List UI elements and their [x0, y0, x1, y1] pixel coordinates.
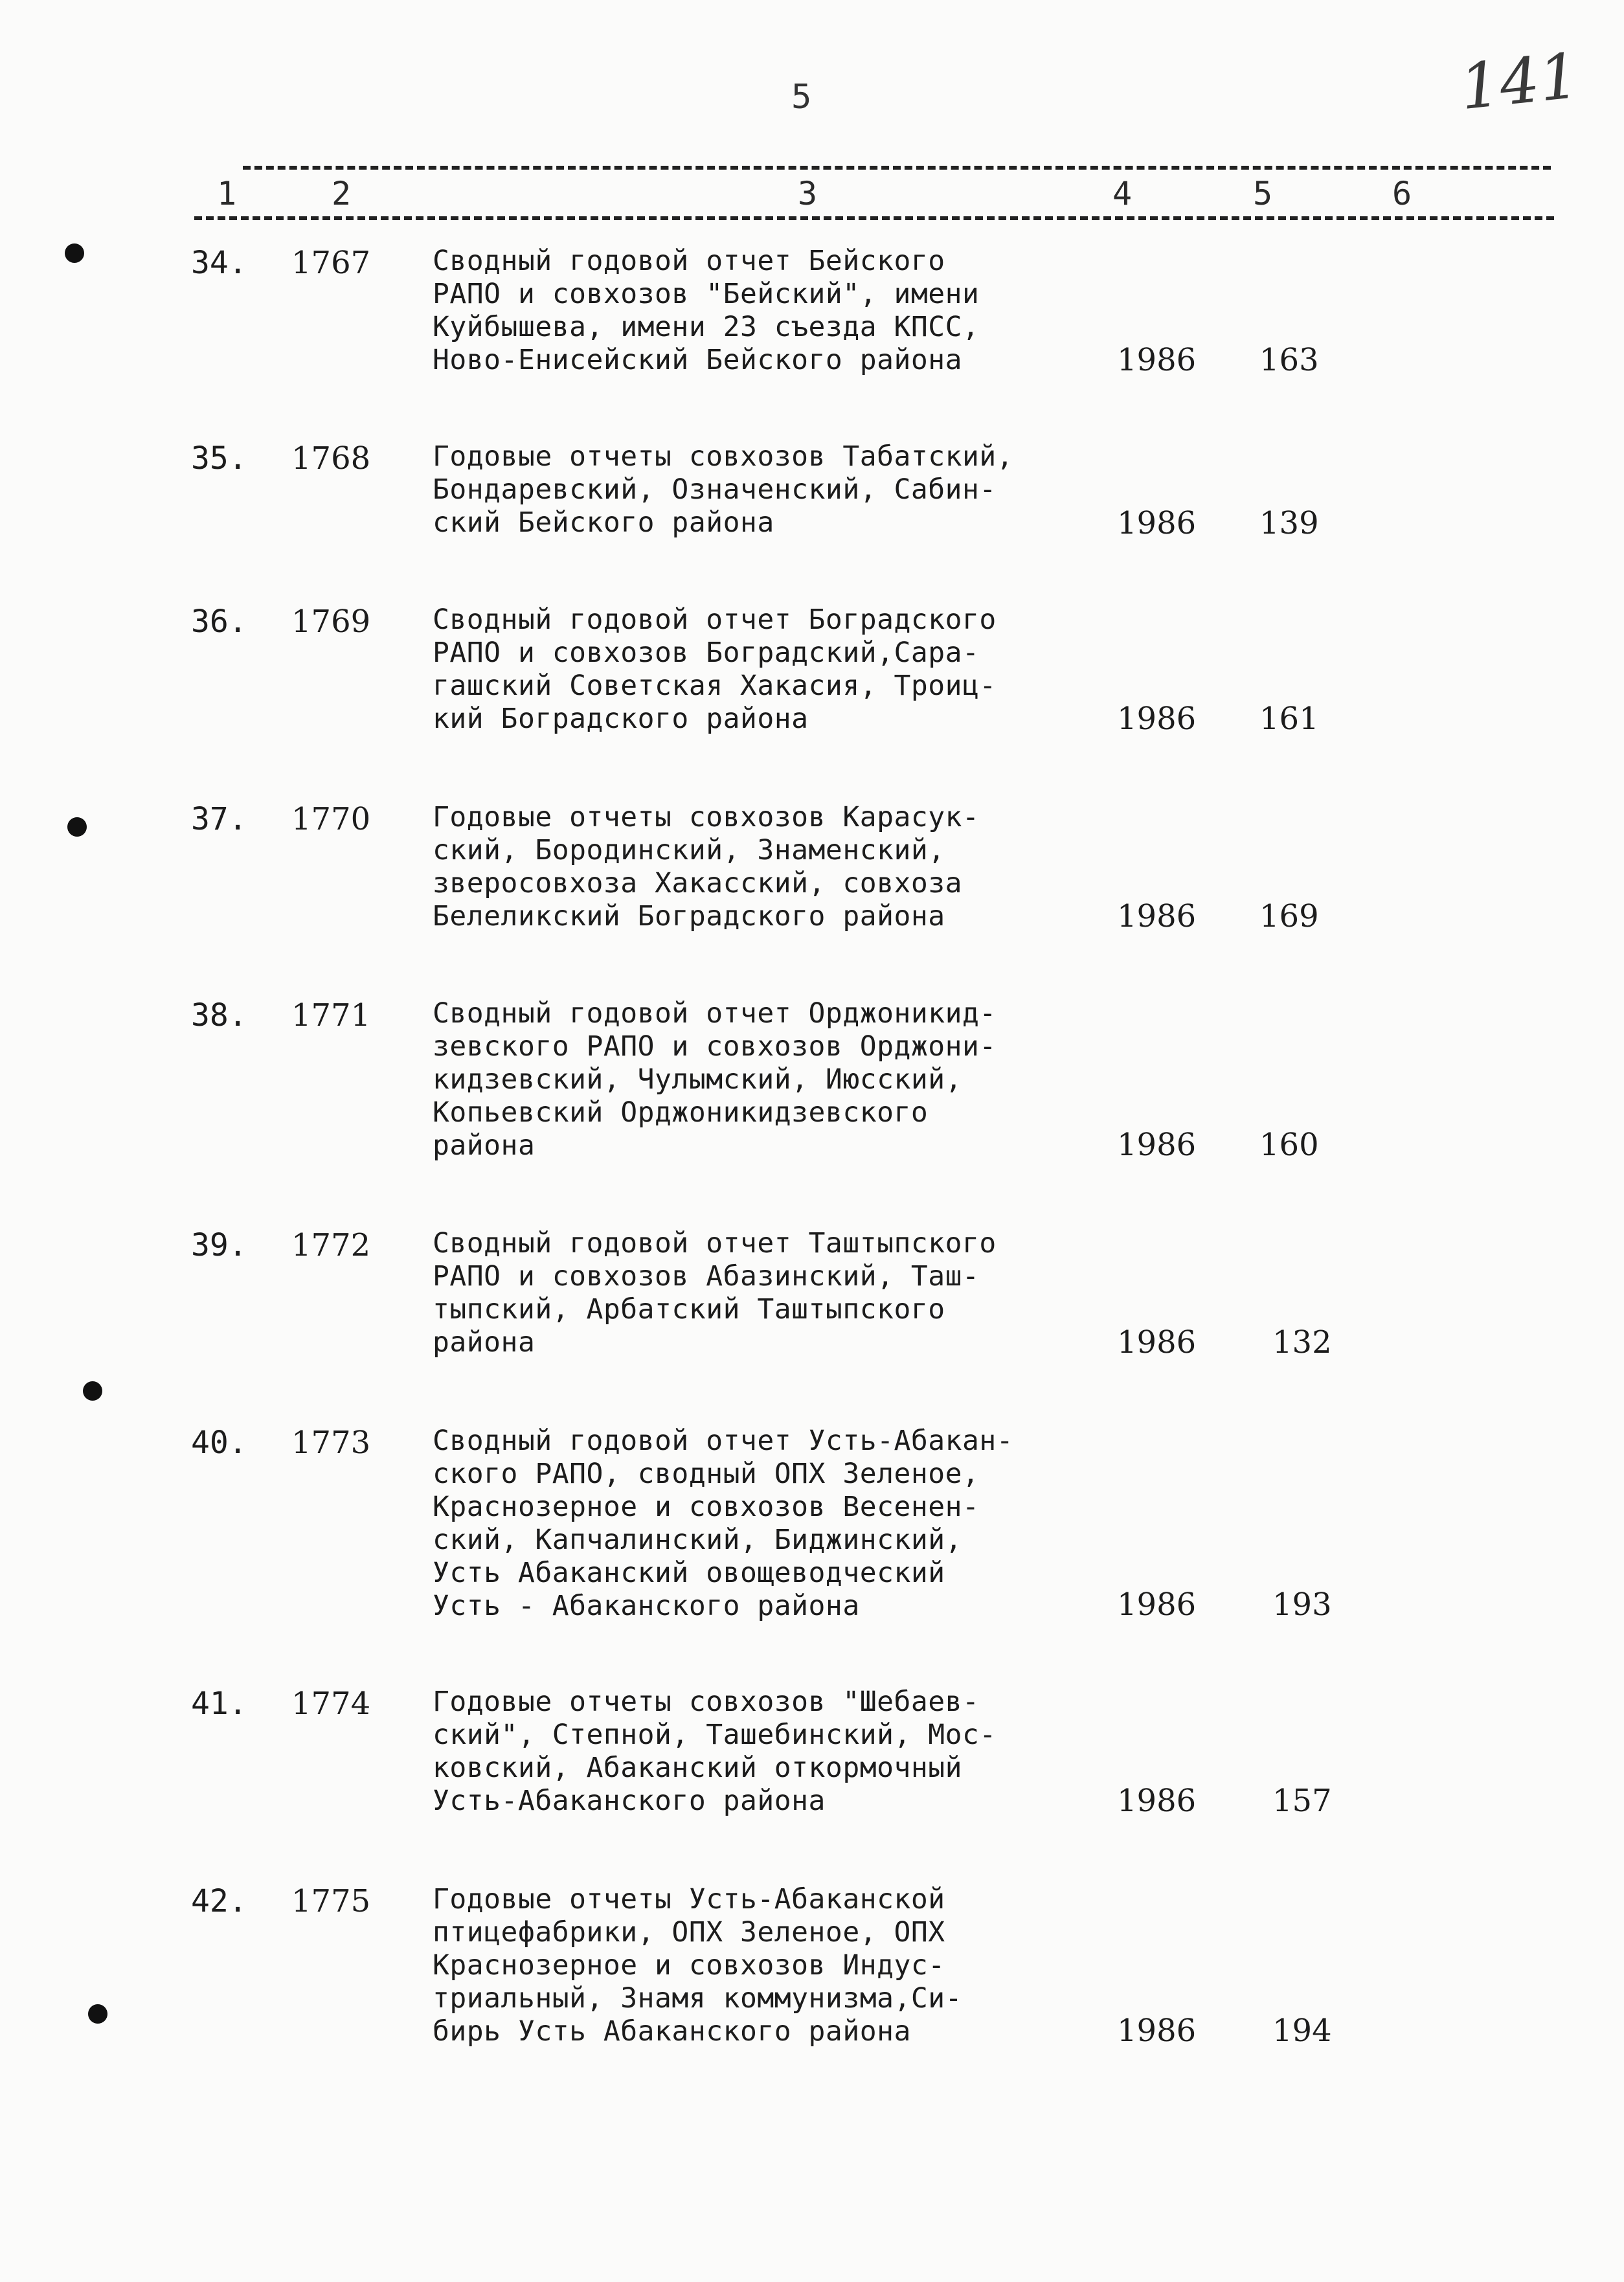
column-header-1: 1	[217, 175, 237, 212]
entry-title: Сводный годовой отчет Усть-Абакан- ского РАПО, сводный ОПХ Зеленое, Краснозерное и совхозов Весенен- ский, Капчалинский, Биджинский, Усть Абаканский овощеводческий Усть - Абаканского района	[433, 1425, 1014, 1622]
entry-sheet-count: 169	[1259, 898, 1319, 934]
entry-number: 40.	[191, 1425, 247, 1461]
column-header-5: 5	[1253, 175, 1273, 212]
entry-title: Годовые отчеты Усть-Абаканской птицефабрики, ОПХ Зеленое, ОПХ Краснозерное и совхозов Индус- триальный, Знамя коммунизма,Си- бирь Усть Абаканского района	[433, 1883, 963, 2048]
column-header-6: 6	[1392, 175, 1412, 212]
entry-title: Годовые отчеты совхозов Табатский, Бондаревский, Означенский, Сабин- ский Бейского района	[433, 440, 1014, 539]
entry-fund-number: 1768	[291, 440, 371, 477]
entry-year: 1986	[1117, 1127, 1197, 1163]
entry-sheet-count: 132	[1272, 1324, 1332, 1361]
entry-sheet-count: 161	[1259, 701, 1319, 737]
entry-sheet-count: 193	[1272, 1587, 1332, 1623]
entry-fund-number: 1775	[291, 1883, 371, 1919]
entry-number: 39.	[191, 1227, 247, 1263]
binder-hole	[88, 2004, 107, 2024]
entry-number: 37.	[191, 801, 247, 837]
entry-year: 1986	[1117, 1783, 1197, 1819]
column-header-4: 4	[1112, 175, 1133, 212]
entry-fund-number: 1769	[291, 604, 371, 640]
handwritten-sheet-number: 141	[1456, 39, 1583, 124]
column-header-2: 2	[332, 175, 352, 212]
binder-hole	[67, 817, 87, 837]
entry-year: 1986	[1117, 2013, 1197, 2049]
entry-number: 34.	[191, 245, 247, 281]
entry-fund-number: 1774	[291, 1686, 371, 1722]
entry-fund-number: 1771	[291, 997, 371, 1034]
entry-title: Годовые отчеты совхозов "Шебаев- ский", Степной, Ташебинский, Мос- ковский, Абаканский откормочный Усть-Абаканского района	[433, 1686, 997, 1817]
entry-title: Сводный годовой отчет Орджоникид- зевского РАПО и совхозов Орджони- кидзевский, Чулымский, Июсский, Копьевский Орджоникидзевского района	[433, 997, 997, 1162]
entry-fund-number: 1772	[291, 1227, 371, 1263]
entry-title: Сводный годовой отчет Боградского РАПО и совхозов Боградский,Сара- гашский Советская Хакасия, Троиц- кий Боградского района	[433, 604, 997, 735]
entry-number: 36.	[191, 604, 247, 640]
entry-year: 1986	[1117, 1587, 1197, 1623]
header-top-rule	[243, 166, 1551, 170]
entry-number: 42.	[191, 1883, 247, 1919]
binder-hole	[65, 243, 84, 263]
entry-sheet-count: 157	[1272, 1783, 1332, 1819]
binder-hole	[83, 1381, 102, 1401]
column-header-3: 3	[798, 175, 818, 212]
entry-number: 35.	[191, 440, 247, 477]
page-number: 5	[791, 78, 812, 117]
entry-year: 1986	[1117, 701, 1197, 737]
entry-title: Годовые отчеты совхозов Карасук- ский, Бородинский, Знаменский, зверосовхоза Хакасский, совхоза Белеликский Боградского района	[433, 801, 980, 932]
entry-fund-number: 1767	[291, 245, 371, 281]
entry-year: 1986	[1117, 342, 1197, 378]
entry-year: 1986	[1117, 898, 1197, 934]
entry-fund-number: 1770	[291, 801, 371, 837]
entry-sheet-count: 160	[1259, 1127, 1319, 1163]
entry-title: Сводный годовой отчет Бейского РАПО и совхозов "Бейский", имени Куйбышева, имени 23 съезда КПСС, Ново-Енисейский Бейского района	[433, 245, 980, 376]
entry-number: 38.	[191, 997, 247, 1034]
entry-year: 1986	[1117, 1324, 1197, 1361]
entry-number: 41.	[191, 1686, 247, 1722]
entry-fund-number: 1773	[291, 1425, 371, 1461]
entry-sheet-count: 163	[1259, 342, 1319, 378]
entry-title: Сводный годовой отчет Таштыпского РАПО и совхозов Абазинский, Таш- тыпский, Арбатский Таштыпского района	[433, 1227, 997, 1359]
header-bottom-rule	[194, 216, 1554, 220]
entry-sheet-count: 139	[1259, 505, 1319, 541]
entry-sheet-count: 194	[1272, 2013, 1332, 2049]
entry-year: 1986	[1117, 505, 1197, 541]
